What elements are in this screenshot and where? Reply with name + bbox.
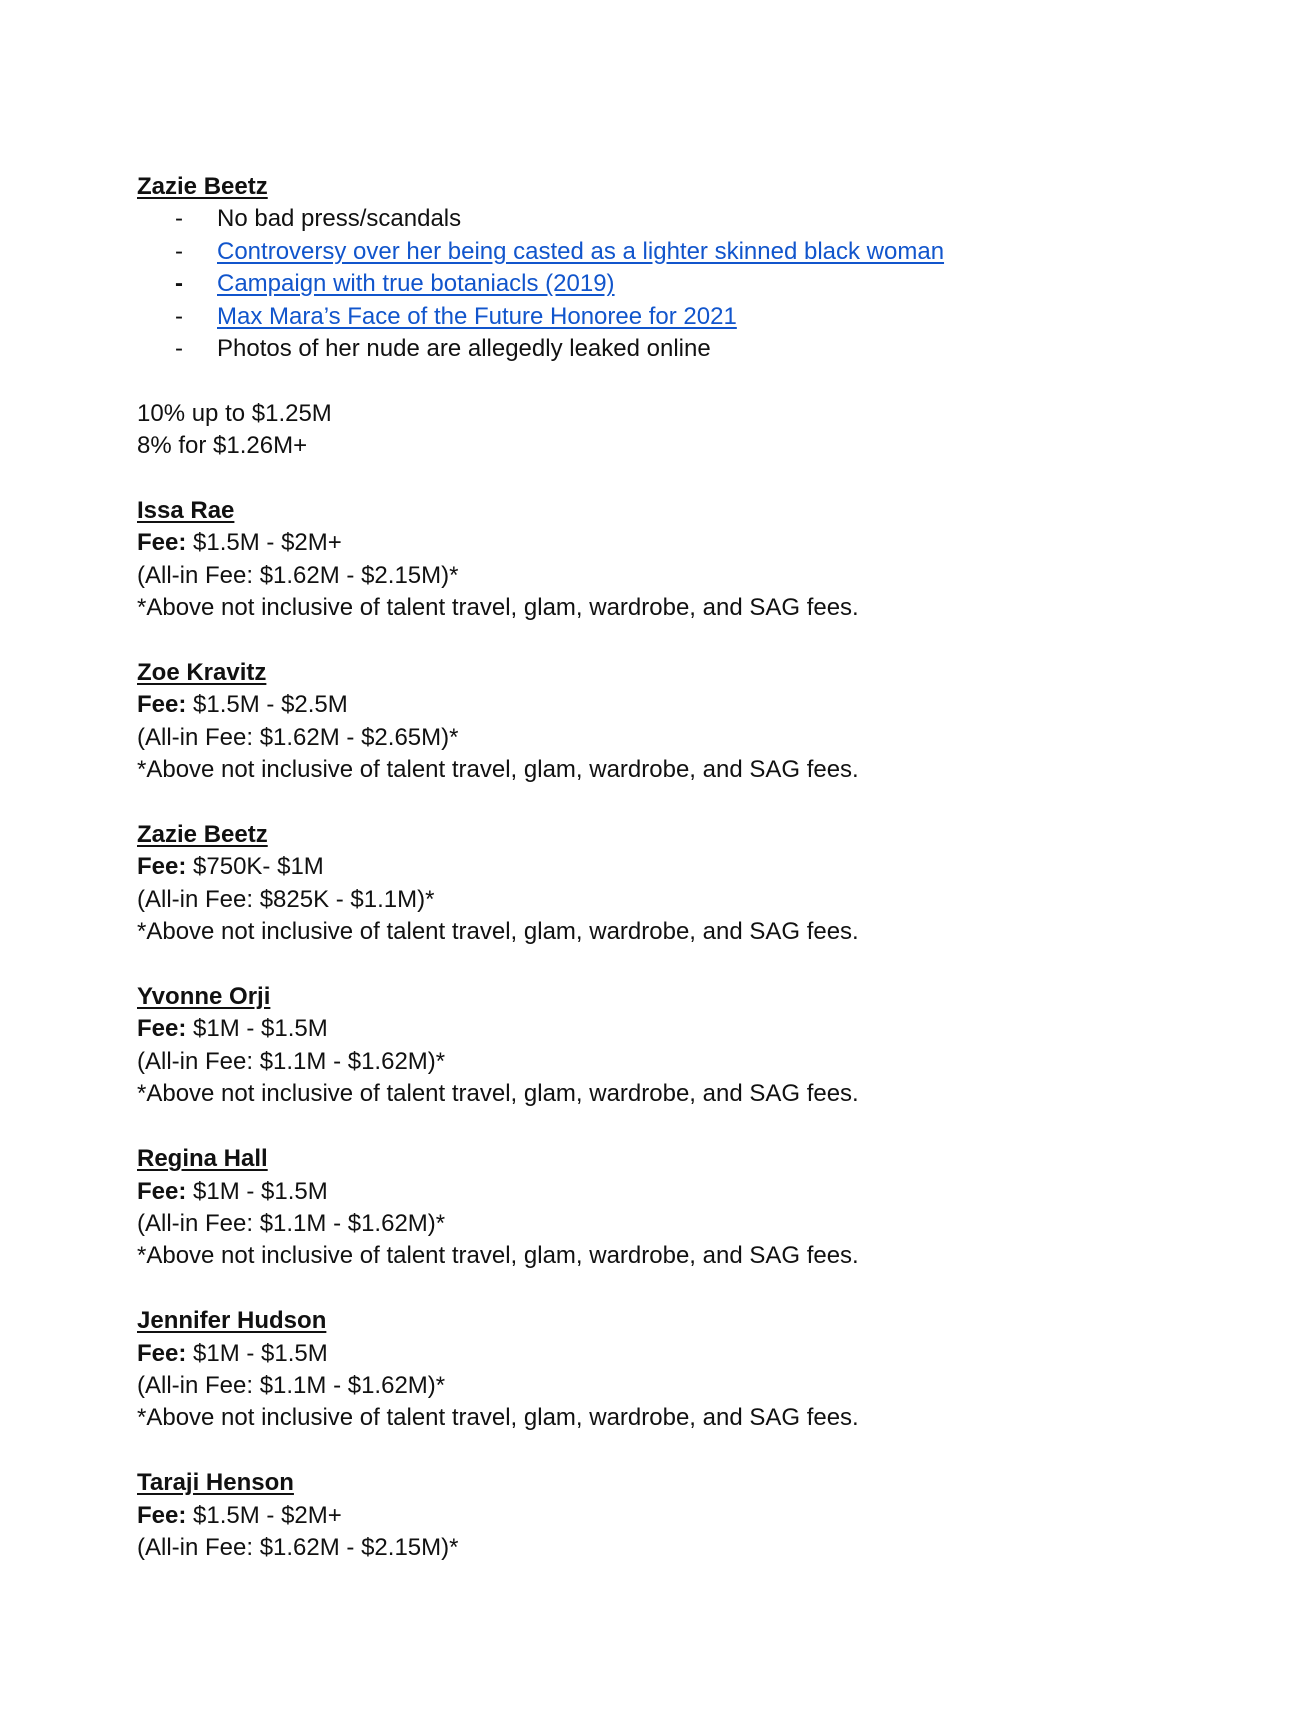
document-page	[137, 171, 1237, 1564]
fee-line	[137, 851, 1237, 883]
talent-name: Yvonne Orji	[137, 983, 271, 1011]
commission-tier-2: 8% for $1.26M+	[137, 432, 308, 460]
campaign-link[interactable]: Campaign with true botaniacls (2019)	[217, 270, 615, 298]
spacer	[137, 625, 1237, 657]
fee-value: $1M - $1.5M	[193, 1177, 328, 1205]
talent-name-heading: Zazie Beetz	[137, 173, 268, 200]
talent-block-taraji-henson	[137, 1467, 1237, 1564]
controversy-link[interactable]: Controversy over her being casted as a lighter skinned black woman	[217, 237, 945, 265]
fee-line	[137, 1338, 1237, 1370]
fee-note: *Above not inclusive of talent travel, glam, wardrobe, and SAG fees.	[137, 594, 859, 622]
talent-block-zazie-beetz	[137, 819, 1237, 949]
list-item	[137, 301, 1237, 333]
fee-line	[137, 1176, 1237, 1208]
press-bullet-list	[137, 203, 1237, 365]
bullet-dash: -	[175, 302, 183, 330]
talent-name: Regina Hall	[137, 1145, 268, 1173]
talent-name: Issa Rae	[137, 497, 235, 525]
commission-tier-1: 10% up to $1.25M	[137, 399, 332, 427]
fee-note: *Above not inclusive of talent travel, glam, wardrobe, and SAG fees.	[137, 918, 859, 946]
all-in-fee: (All-in Fee: $1.1M - $1.62M)*	[137, 1371, 446, 1399]
fee-label: Fee:	[137, 1339, 187, 1367]
all-in-fee: (All-in Fee: $1.1M - $1.62M)*	[137, 1047, 446, 1075]
talent-block-yvonne-orji	[137, 981, 1237, 1111]
fee-label: Fee:	[137, 853, 187, 881]
fee-line	[137, 1500, 1237, 1532]
talent-block-zoe-kravitz	[137, 657, 1237, 787]
max-mara-link[interactable]: Max Mara’s Face of the Future Honoree for 2021	[217, 302, 737, 330]
fee-line	[137, 689, 1237, 721]
fee-label: Fee:	[137, 691, 187, 719]
bullet-dash: -	[175, 335, 183, 363]
bullet-dash: -	[175, 205, 183, 233]
list-item	[137, 236, 1237, 268]
fee-label: Fee:	[137, 1015, 187, 1043]
fee-line	[137, 527, 1237, 559]
bullet-dash: -	[175, 237, 183, 265]
all-in-fee: (All-in Fee: $1.62M - $2.15M)*	[137, 1533, 459, 1561]
fee-label: Fee:	[137, 529, 187, 557]
fee-value: $1M - $1.5M	[193, 1339, 328, 1367]
list-item	[137, 268, 1237, 300]
spacer	[137, 1273, 1237, 1305]
all-in-fee: (All-in Fee: $1.62M - $2.65M)*	[137, 723, 459, 751]
fee-value: $1.5M - $2.5M	[193, 691, 348, 719]
fee-note: *Above not inclusive of talent travel, glam, wardrobe, and SAG fees.	[137, 756, 859, 784]
spacer	[137, 463, 1237, 495]
fee-label: Fee:	[137, 1501, 187, 1529]
fee-value: $1.5M - $2M+	[193, 1501, 342, 1529]
bullet-dash: -	[175, 270, 183, 298]
talent-name: Jennifer Hudson	[137, 1307, 327, 1335]
spacer	[137, 1435, 1237, 1467]
spacer	[137, 1111, 1237, 1143]
talent-block-jennifer-hudson	[137, 1305, 1237, 1435]
list-item	[137, 333, 1237, 365]
bullet-text: Photos of her nude are allegedly leaked online	[217, 335, 711, 363]
spacer	[137, 787, 1237, 819]
fee-note: *Above not inclusive of talent travel, glam, wardrobe, and SAG fees.	[137, 1242, 859, 1270]
spacer	[137, 949, 1237, 981]
spacer	[137, 365, 1237, 397]
fee-value: $1.5M - $2M+	[193, 529, 342, 557]
talent-name: Taraji Henson	[137, 1469, 294, 1497]
talent-name: Zoe Kravitz	[137, 659, 267, 687]
all-in-fee: (All-in Fee: $825K - $1.1M)*	[137, 885, 435, 913]
all-in-fee: (All-in Fee: $1.1M - $1.62M)*	[137, 1209, 446, 1237]
fee-value: $1M - $1.5M	[193, 1015, 328, 1043]
fee-note: *Above not inclusive of talent travel, glam, wardrobe, and SAG fees.	[137, 1080, 859, 1108]
fee-note: *Above not inclusive of talent travel, glam, wardrobe, and SAG fees.	[137, 1404, 859, 1432]
fee-value: $750K- $1M	[193, 853, 324, 881]
fee-line	[137, 1013, 1237, 1045]
list-item	[137, 203, 1237, 235]
fee-label: Fee:	[137, 1177, 187, 1205]
talent-name: Zazie Beetz	[137, 821, 268, 849]
talent-block-regina-hall	[137, 1143, 1237, 1273]
all-in-fee: (All-in Fee: $1.62M - $2.15M)*	[137, 561, 459, 589]
talent-block-issa-rae	[137, 495, 1237, 625]
bullet-text: No bad press/scandals	[217, 205, 462, 233]
